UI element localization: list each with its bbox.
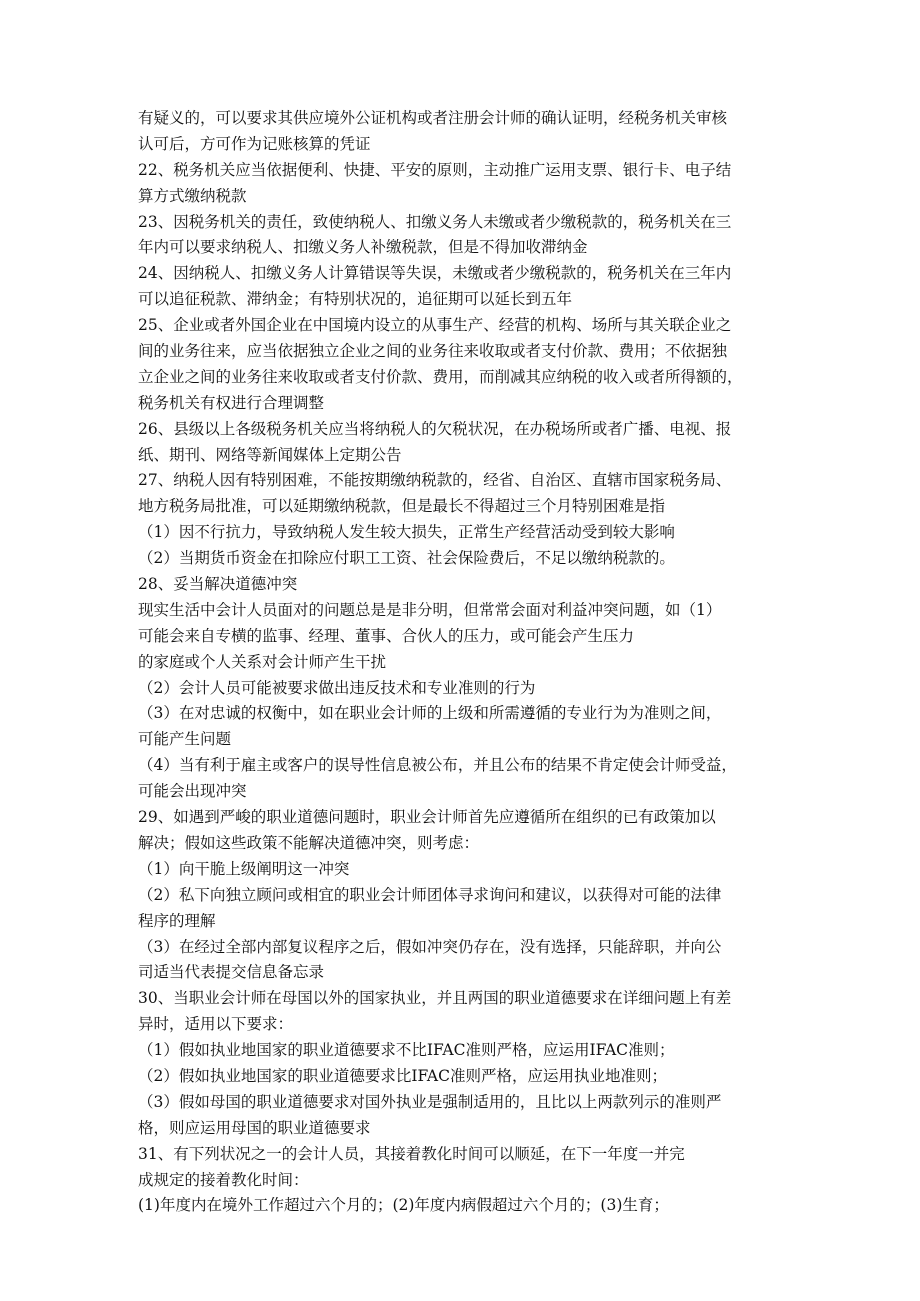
text-line: 税务机关有权进行合理调整	[138, 393, 325, 412]
text-line: 31、有下列状况之一的会计人员，其接着教化时间可以顺延，在下一年度一并完	[138, 1144, 685, 1163]
text-line: 可能会出现冲突	[138, 782, 247, 801]
text-line: 成规定的接着教化时间：	[138, 1170, 309, 1189]
text-line: 27、纳税人因有特别困难，不能按期缴纳税款的，经省、自治区、直辖市国家税务局、	[138, 471, 732, 490]
text-line: （4）当有利于雇主或客户的误导性信息被公布，并且公布的结果不肯定使会计师受益，	[138, 756, 737, 775]
text-line: (1)年度内在境外工作超过六个月的；(2)年度内病假超过六个月的；(3)生育；	[138, 1196, 669, 1215]
text-line: 现实生活中会计人员面对的问题总是是非分明，但常常会面对利益冲突问题，如（1）	[138, 600, 722, 619]
text-line: 认可后，方可作为记账核算的凭证	[138, 134, 371, 153]
text-line: 29、如遇到严峻的职业道德问题时，职业会计师首先应遵循所在组织的已有政策加以	[138, 808, 716, 827]
text-line: （2）私下向独立顾问或相宜的职业会计师团体寻求询问和建议，以获得对可能的法律	[138, 885, 722, 904]
text-line: 司适当代表提交信息备忘录	[138, 963, 325, 982]
text-line: 26、县级以上各级税务机关应当将纳税人的欠税状况，在办税场所或者广播、电视、报	[138, 419, 732, 438]
text-line: 24、因纳税人、扣缴义务人计算错误等失误，未缴或者少缴税款的，税务机关在三年内	[138, 264, 732, 283]
text-line: （3）假如母国的职业道德要求对国外执业是强制适用的，且比以上两款列示的准则严	[138, 1092, 722, 1111]
text-line: 可以追征税款、滞纳金；有特别状况的，追征期可以延长到五年	[138, 290, 573, 309]
text-line: （2）假如执业地国家的职业道德要求比IFAC准则严格，应运用执业地准则；	[138, 1066, 667, 1085]
text-line: 年内可以要求纳税人、扣缴义务人补缴税款，但是不得加收滞纳金	[138, 238, 588, 257]
text-line: 的家庭或个人关系对会计师产生干扰	[138, 652, 387, 671]
text-line: （3）在对忠诚的权衡中，如在职业会计师的上级和所需遵循的专业行为为准则之间，	[138, 704, 722, 723]
text-line: 格，则应运用母国的职业道德要求	[138, 1118, 371, 1137]
text-line: （1）因不行抗力，导致纳税人发生较大损失，正常生产经营活动受到较大影响	[138, 523, 675, 542]
text-line: （2）当期货币资金在扣除应付职工工资、社会保险费后，不足以缴纳税款的。	[138, 549, 675, 568]
text-line: 22、税务机关应当依据便利、快捷、平安的原则，主动推广运用支票、银行卡、电子结	[138, 160, 732, 179]
text-line: （1）向干脆上级阐明这一冲突	[138, 859, 350, 878]
text-line: （3）在经过全部内部复议程序之后，假如冲突仍存在，没有选择，只能辞职，并向公	[138, 937, 722, 956]
text-line: （2）会计人员可能被要求做出违反技术和专业准则的行为	[138, 678, 536, 697]
text-line: 地方税务局批准，可以延期缴纳税款，但是最长不得超过三个月特别困难是指	[138, 497, 666, 516]
document-page	[138, 106, 798, 1219]
text-line: 立企业之间的业务往来收取或者支付价款、费用，而削减其应纳税的收入或者所得额的，	[138, 367, 743, 386]
text-line: 解决；假如这些政策不能解决道德冲突，则考虑：	[138, 833, 480, 852]
text-line: 可能会来自专横的监事、经理、董事、合伙人的压力，或可能会产生压力	[138, 626, 635, 645]
text-line: 算方式缴纳税款	[138, 186, 247, 205]
text-line: 程序的理解	[138, 911, 216, 930]
text-line: 30、当职业会计师在母国以外的国家执业，并且两国的职业道德要求在详细问题上有差	[138, 989, 732, 1008]
text-line: 25、企业或者外国企业在中国境内设立的从事生产、经营的机构、场所与其关联企业之	[138, 316, 732, 335]
text-line: 可能产生问题	[138, 730, 232, 749]
text-line: 有疑义的，可以要求其供应境外公证机构或者注册会计师的确认证明，经税务机关审核	[138, 109, 728, 127]
text-line: 23、因税务机关的责任，致使纳税人、扣缴义务人未缴或者少缴税款的，税务机关在三	[138, 212, 732, 231]
text-line: 28、妥当解决道德冲突	[138, 575, 298, 594]
text-line: 间的业务往来，应当依据独立企业之间的业务往来收取或者支付价款、费用；不依据独	[138, 342, 728, 361]
text-line: （1）假如执业地国家的职业道德要求不比IFAC准则严格，应运用IFAC准则；	[138, 1041, 675, 1060]
text-line: 纸、期刊、网络等新闻媒体上定期公告	[138, 445, 402, 464]
text-line: 异时，适用以下要求：	[138, 1015, 294, 1034]
